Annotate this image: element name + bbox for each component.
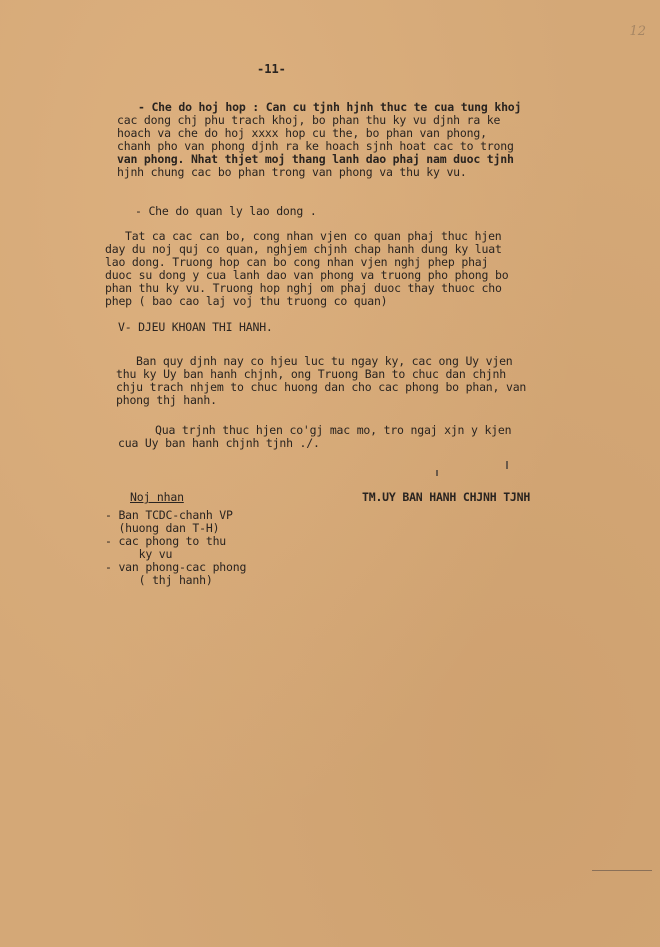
text-line: duoc su dong y cua lanh dao van phong va truong pho phong bo — [105, 268, 509, 282]
section-v-title: V- DJEU KHOAN THI HANH. — [118, 320, 273, 334]
recipient-item: - Ban TCDC-chanh VP — [105, 508, 233, 522]
ink-mark — [436, 470, 438, 476]
recipient-item: - cac phong to thu — [105, 534, 227, 548]
text-line: phep ( bao cao laj voj thu truong co quan) — [105, 294, 388, 308]
text-line: thu ky Uy ban hanh chjnh, ong Truong Ban to chuc dan chjnh — [116, 367, 506, 381]
page-number: -11- — [257, 62, 286, 76]
recipient-item: (huong dan T-H) — [105, 521, 220, 535]
text-line: van phong. Nhat thjet moj thang lanh dao phaj nam duoc tjnh — [117, 152, 514, 166]
section-title-quan-ly: - Che do quan ly lao dong . — [135, 204, 317, 218]
text-line: - Che do hoj hop : Can cu tjnh hjnh thuc te cua tung khoj — [138, 100, 522, 114]
signature-block: TM.UY BAN HANH CHJNH TJNH — [362, 490, 531, 504]
text-line: Ban quy djnh nay co hjeu luc tu ngay ky, cac ong Uy vjen — [136, 354, 513, 368]
text-line: chanh pho van phong djnh ra ke hoach sjnh hoat cac to trong — [117, 139, 514, 153]
text-line: lao dong. Truong hop can bo cong nhan vjen nghj phep phaj — [105, 255, 489, 269]
text-line: day du noj quj co quan, nghjem chjnh chap hanh dung ky luat — [105, 242, 502, 256]
text-line: Qua trjnh thuc hjen co'gj mac mo, tro ngaj xjn y kjen — [155, 423, 512, 437]
recipient-item: ( thj hanh) — [105, 573, 213, 587]
corner-page-number: 12 — [629, 24, 646, 39]
text-line: phong thj hanh. — [116, 393, 217, 407]
ink-mark — [506, 461, 508, 469]
recipient-item: - van phong-cac phong — [105, 560, 247, 574]
text-line: chju trach nhjem to chuc huong dan cho cac phong bo phan, van — [116, 380, 527, 394]
recipient-item: ky vu — [105, 547, 173, 561]
recipients-title: Noj nhan — [130, 490, 184, 504]
text-line: phan thu ky vu. Truong hop nghj om phaj duoc thay thuoc cho — [105, 281, 502, 295]
ink-mark — [592, 870, 652, 871]
text-line: cac dong chj phu trach khoj, bo phan thu ky vu djnh ra ke — [117, 113, 501, 127]
text-line: hoach va che do hoj xxxx hop cu the, bo phan van phong, — [117, 126, 487, 140]
text-line: cua Uy ban hanh chjnh tjnh ./. — [118, 436, 320, 450]
text-line: hjnh chung cac bo phan trong van phong va thu ky vu. — [117, 165, 467, 179]
text-line: Tat ca cac can bo, cong nhan vjen co quan phaj thuc hjen — [125, 229, 502, 243]
